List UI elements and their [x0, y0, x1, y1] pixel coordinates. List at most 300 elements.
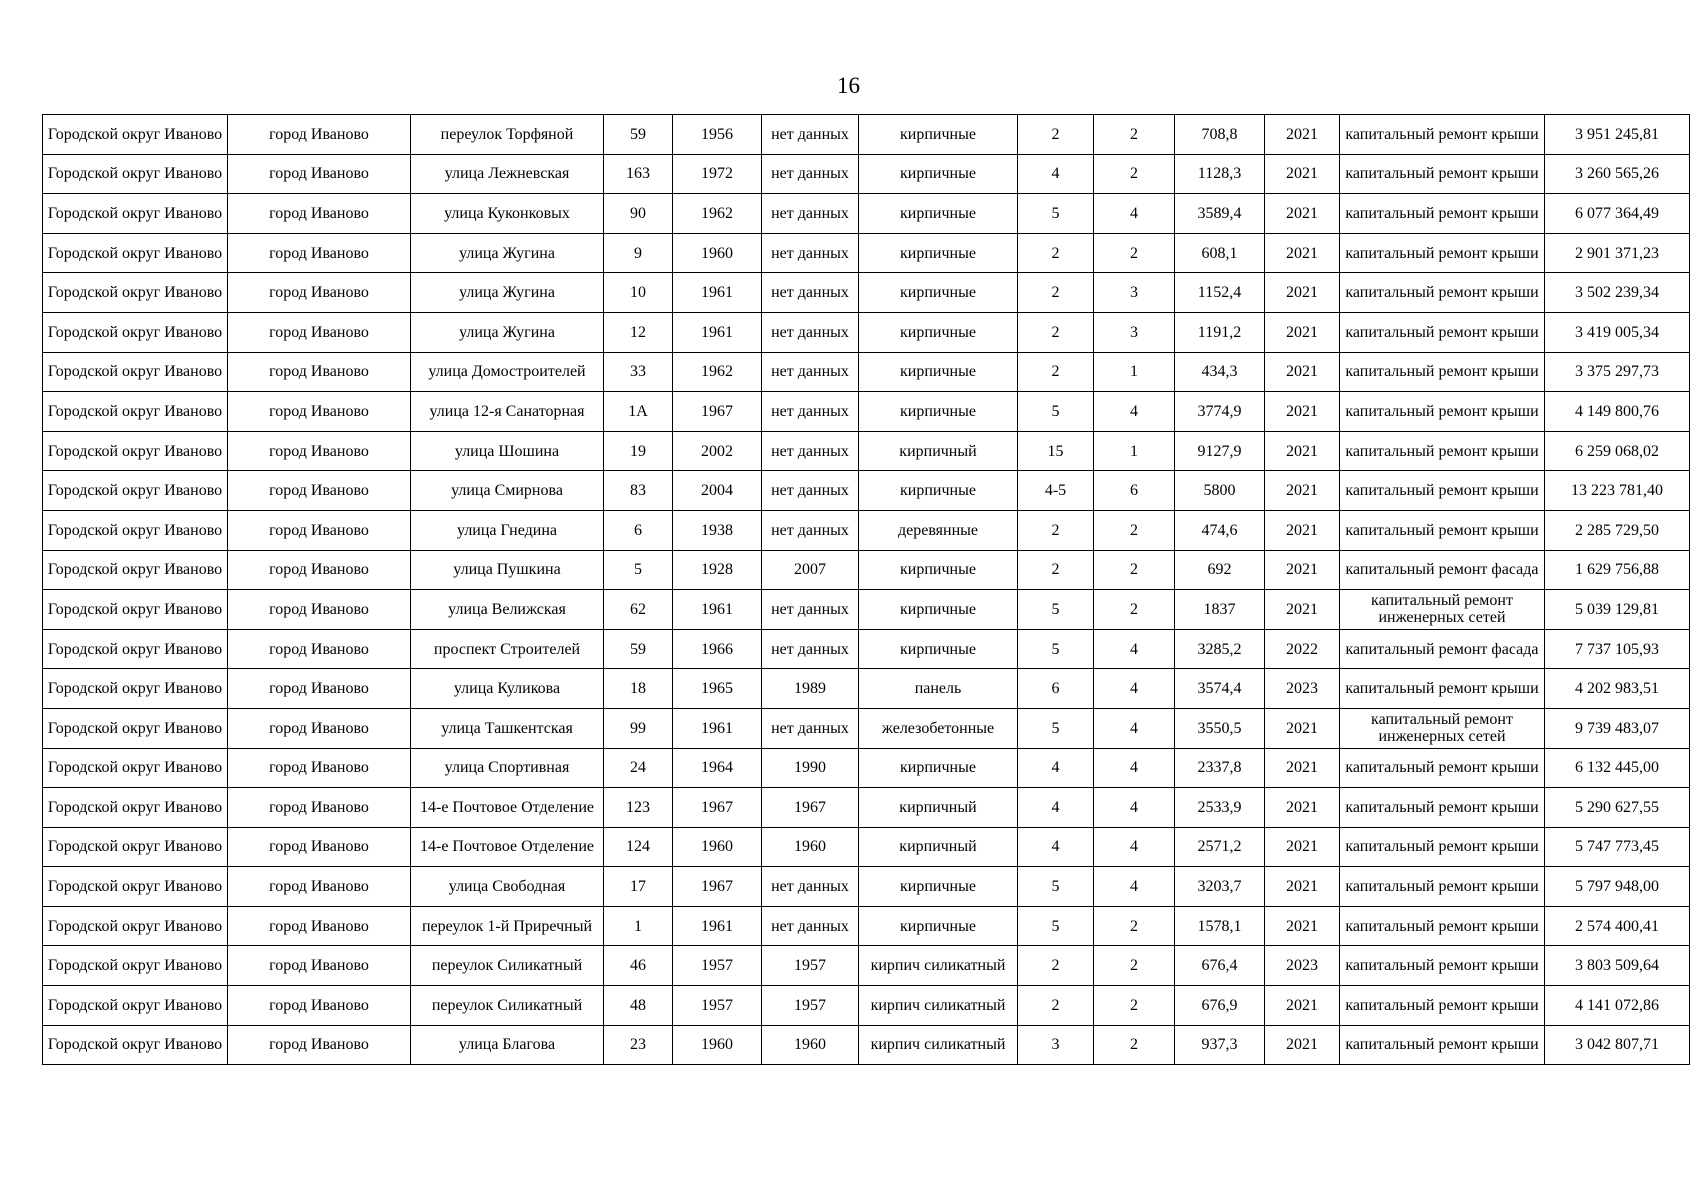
total-area-cell: 2571,2 — [1175, 827, 1265, 867]
planned-year-cell: 2021 — [1265, 590, 1340, 630]
total-area-cell: 3589,4 — [1175, 194, 1265, 234]
entrances-cell: 4 — [1094, 867, 1175, 907]
entrances-cell: 2 — [1094, 946, 1175, 986]
planned-year-cell: 2021 — [1265, 471, 1340, 511]
construction-year-cell: 2002 — [673, 431, 762, 471]
settlement-cell: город Иваново — [228, 748, 411, 788]
municipality-cell: Городской округ Иваново — [43, 154, 228, 194]
construction-year-cell: 1962 — [673, 194, 762, 234]
wall-material-cell: кирпичные — [859, 550, 1018, 590]
street-cell: улица Свободная — [411, 867, 604, 907]
entrances-cell: 3 — [1094, 273, 1175, 313]
floors-cell: 2 — [1018, 550, 1094, 590]
cost-cell: 4 149 800,76 — [1545, 392, 1690, 432]
cost-cell: 2 901 371,23 — [1545, 233, 1690, 273]
construction-year-cell: 1967 — [673, 867, 762, 907]
last-overhaul-year-cell: нет данных — [762, 510, 859, 550]
cost-cell: 5 747 773,45 — [1545, 827, 1690, 867]
entrances-cell: 2 — [1094, 550, 1175, 590]
construction-year-cell: 1960 — [673, 1025, 762, 1065]
entrances-cell: 4 — [1094, 392, 1175, 432]
settlement-cell: город Иваново — [228, 352, 411, 392]
work-type-cell: капитальный ремонт крыши — [1340, 867, 1545, 907]
wall-material-cell: железобетонные — [859, 708, 1018, 748]
municipality-cell: Городской округ Иваново — [43, 312, 228, 352]
last-overhaul-year-cell: нет данных — [762, 273, 859, 313]
construction-year-cell: 1957 — [673, 986, 762, 1026]
construction-year-cell: 1961 — [673, 708, 762, 748]
total-area-cell: 1128,3 — [1175, 154, 1265, 194]
house-number-cell: 62 — [604, 590, 673, 630]
settlement-cell: город Иваново — [228, 392, 411, 432]
work-type-cell: капитальный ремонт крыши — [1340, 392, 1545, 432]
house-number-cell: 10 — [604, 273, 673, 313]
wall-material-cell: кирпичные — [859, 273, 1018, 313]
floors-cell: 2 — [1018, 986, 1094, 1026]
municipality-cell: Городской округ Иваново — [43, 669, 228, 709]
planned-year-cell: 2021 — [1265, 312, 1340, 352]
municipality-cell: Городской округ Иваново — [43, 906, 228, 946]
floors-cell: 4 — [1018, 748, 1094, 788]
house-number-cell: 48 — [604, 986, 673, 1026]
last-overhaul-year-cell: нет данных — [762, 352, 859, 392]
last-overhaul-year-cell: нет данных — [762, 471, 859, 511]
planned-year-cell: 2021 — [1265, 550, 1340, 590]
municipality-cell: Городской округ Иваново — [43, 827, 228, 867]
construction-year-cell: 1960 — [673, 233, 762, 273]
wall-material-cell: кирпич силикатный — [859, 986, 1018, 1026]
work-type-cell: капитальный ремонт крыши — [1340, 352, 1545, 392]
construction-year-cell: 1928 — [673, 550, 762, 590]
wall-material-cell: кирпичный — [859, 827, 1018, 867]
total-area-cell: 3774,9 — [1175, 392, 1265, 432]
floors-cell: 5 — [1018, 194, 1094, 234]
last-overhaul-year-cell: нет данных — [762, 392, 859, 432]
house-number-cell: 163 — [604, 154, 673, 194]
planned-year-cell: 2021 — [1265, 233, 1340, 273]
work-type-cell: капитальный ремонт крыши — [1340, 946, 1545, 986]
work-type-cell: капитальный ремонт крыши — [1340, 115, 1545, 155]
total-area-cell: 3203,7 — [1175, 867, 1265, 907]
cost-cell: 3 260 565,26 — [1545, 154, 1690, 194]
cost-cell: 4 141 072,86 — [1545, 986, 1690, 1026]
planned-year-cell: 2021 — [1265, 748, 1340, 788]
work-type-cell: капитальный ремонт инженерных сетей — [1340, 708, 1545, 748]
floors-cell: 4 — [1018, 827, 1094, 867]
total-area-cell: 708,8 — [1175, 115, 1265, 155]
settlement-cell: город Иваново — [228, 946, 411, 986]
total-area-cell: 1152,4 — [1175, 273, 1265, 313]
planned-year-cell: 2021 — [1265, 827, 1340, 867]
cost-cell: 3 375 297,73 — [1545, 352, 1690, 392]
cost-cell: 5 290 627,55 — [1545, 788, 1690, 828]
total-area-cell: 692 — [1175, 550, 1265, 590]
last-overhaul-year-cell: нет данных — [762, 194, 859, 234]
total-area-cell: 2337,8 — [1175, 748, 1265, 788]
settlement-cell: город Иваново — [228, 788, 411, 828]
municipality-cell: Городской округ Иваново — [43, 550, 228, 590]
entrances-cell: 1 — [1094, 431, 1175, 471]
last-overhaul-year-cell: 2007 — [762, 550, 859, 590]
work-type-cell: капитальный ремонт крыши — [1340, 788, 1545, 828]
settlement-cell: город Иваново — [228, 986, 411, 1026]
floors-cell: 4 — [1018, 154, 1094, 194]
cost-cell: 4 202 983,51 — [1545, 669, 1690, 709]
last-overhaul-year-cell: 1989 — [762, 669, 859, 709]
construction-year-cell: 2004 — [673, 471, 762, 511]
street-cell: улица Ташкентская — [411, 708, 604, 748]
table-row — [43, 629, 1690, 669]
entrances-cell: 4 — [1094, 669, 1175, 709]
municipality-cell: Городской округ Иваново — [43, 431, 228, 471]
municipality-cell: Городской округ Иваново — [43, 590, 228, 630]
cost-cell: 2 574 400,41 — [1545, 906, 1690, 946]
settlement-cell: город Иваново — [228, 550, 411, 590]
house-number-cell: 83 — [604, 471, 673, 511]
street-cell: улица Пушкина — [411, 550, 604, 590]
table-row — [43, 115, 1690, 155]
total-area-cell: 676,9 — [1175, 986, 1265, 1026]
construction-year-cell: 1957 — [673, 946, 762, 986]
wall-material-cell: кирпичные — [859, 233, 1018, 273]
municipality-cell: Городской округ Иваново — [43, 629, 228, 669]
municipality-cell: Городской округ Иваново — [43, 392, 228, 432]
cost-cell: 5 797 948,00 — [1545, 867, 1690, 907]
cost-cell: 3 419 005,34 — [1545, 312, 1690, 352]
house-number-cell: 90 — [604, 194, 673, 234]
street-cell: улица Лежневская — [411, 154, 604, 194]
wall-material-cell: кирпич силикатный — [859, 946, 1018, 986]
floors-cell: 5 — [1018, 392, 1094, 432]
table-row — [43, 1025, 1690, 1065]
street-cell: улица Смирнова — [411, 471, 604, 511]
settlement-cell: город Иваново — [228, 431, 411, 471]
work-type-cell: капитальный ремонт крыши — [1340, 748, 1545, 788]
table-row — [43, 510, 1690, 550]
planned-year-cell: 2021 — [1265, 906, 1340, 946]
floors-cell: 2 — [1018, 115, 1094, 155]
cost-cell: 9 739 483,07 — [1545, 708, 1690, 748]
house-number-cell: 17 — [604, 867, 673, 907]
floors-cell: 5 — [1018, 708, 1094, 748]
last-overhaul-year-cell: нет данных — [762, 233, 859, 273]
settlement-cell: город Иваново — [228, 194, 411, 234]
construction-year-cell: 1938 — [673, 510, 762, 550]
street-cell: переулок Торфяной — [411, 115, 604, 155]
house-number-cell: 5 — [604, 550, 673, 590]
settlement-cell: город Иваново — [228, 629, 411, 669]
street-cell: улица Домостроителей — [411, 352, 604, 392]
last-overhaul-year-cell: нет данных — [762, 312, 859, 352]
settlement-cell: город Иваново — [228, 669, 411, 709]
cost-cell: 1 629 756,88 — [1545, 550, 1690, 590]
entrances-cell: 3 — [1094, 312, 1175, 352]
last-overhaul-year-cell: нет данных — [762, 629, 859, 669]
cost-cell: 6 259 068,02 — [1545, 431, 1690, 471]
cost-cell: 3 042 807,71 — [1545, 1025, 1690, 1065]
wall-material-cell: кирпичные — [859, 312, 1018, 352]
municipality-cell: Городской округ Иваново — [43, 352, 228, 392]
work-type-cell: капитальный ремонт крыши — [1340, 233, 1545, 273]
municipality-cell: Городской округ Иваново — [43, 471, 228, 511]
house-number-cell: 24 — [604, 748, 673, 788]
municipality-cell: Городской округ Иваново — [43, 788, 228, 828]
cost-cell: 3 951 245,81 — [1545, 115, 1690, 155]
total-area-cell: 9127,9 — [1175, 431, 1265, 471]
house-number-cell: 6 — [604, 510, 673, 550]
total-area-cell: 1191,2 — [1175, 312, 1265, 352]
wall-material-cell: кирпич силикатный — [859, 1025, 1018, 1065]
wall-material-cell: кирпичные — [859, 154, 1018, 194]
cost-cell: 2 285 729,50 — [1545, 510, 1690, 550]
wall-material-cell: кирпичные — [859, 392, 1018, 432]
table-row — [43, 788, 1690, 828]
total-area-cell: 5800 — [1175, 471, 1265, 511]
last-overhaul-year-cell: 1960 — [762, 827, 859, 867]
work-type-cell: капитальный ремонт крыши — [1340, 669, 1545, 709]
floors-cell: 2 — [1018, 233, 1094, 273]
construction-year-cell: 1961 — [673, 273, 762, 313]
work-type-cell: капитальный ремонт крыши — [1340, 906, 1545, 946]
last-overhaul-year-cell: 1957 — [762, 946, 859, 986]
municipality-cell: Городской округ Иваново — [43, 194, 228, 234]
work-type-cell: капитальный ремонт крыши — [1340, 431, 1545, 471]
planned-year-cell: 2021 — [1265, 510, 1340, 550]
construction-year-cell: 1967 — [673, 788, 762, 828]
total-area-cell: 1837 — [1175, 590, 1265, 630]
work-type-cell: капитальный ремонт крыши — [1340, 1025, 1545, 1065]
work-type-cell: капитальный ремонт инженерных сетей — [1340, 590, 1545, 630]
street-cell: переулок Силикатный — [411, 986, 604, 1026]
entrances-cell: 4 — [1094, 194, 1175, 234]
floors-cell: 2 — [1018, 352, 1094, 392]
work-type-cell: капитальный ремонт фасада — [1340, 550, 1545, 590]
construction-year-cell: 1962 — [673, 352, 762, 392]
house-number-cell: 9 — [604, 233, 673, 273]
house-number-cell: 99 — [604, 708, 673, 748]
wall-material-cell: кирпичные — [859, 590, 1018, 630]
floors-cell: 2 — [1018, 312, 1094, 352]
street-cell: улица Гнедина — [411, 510, 604, 550]
planned-year-cell: 2021 — [1265, 867, 1340, 907]
entrances-cell: 2 — [1094, 1025, 1175, 1065]
settlement-cell: город Иваново — [228, 510, 411, 550]
municipality-cell: Городской округ Иваново — [43, 273, 228, 313]
planned-year-cell: 2021 — [1265, 154, 1340, 194]
cost-cell: 6 077 364,49 — [1545, 194, 1690, 234]
street-cell: улица Жугина — [411, 273, 604, 313]
construction-year-cell: 1967 — [673, 392, 762, 432]
total-area-cell: 474,6 — [1175, 510, 1265, 550]
municipality-cell: Городской округ Иваново — [43, 708, 228, 748]
page-number: 16 — [837, 73, 860, 98]
last-overhaul-year-cell: 1967 — [762, 788, 859, 828]
street-cell: проспект Строителей — [411, 629, 604, 669]
wall-material-cell: кирпичный — [859, 788, 1018, 828]
floors-cell: 6 — [1018, 669, 1094, 709]
construction-year-cell: 1960 — [673, 827, 762, 867]
table-body — [43, 115, 1690, 1065]
house-number-cell: 19 — [604, 431, 673, 471]
table-row — [43, 233, 1690, 273]
table-row — [43, 986, 1690, 1026]
settlement-cell: город Иваново — [228, 471, 411, 511]
entrances-cell: 2 — [1094, 510, 1175, 550]
cost-cell: 3 803 509,64 — [1545, 946, 1690, 986]
cost-cell: 5 039 129,81 — [1545, 590, 1690, 630]
entrances-cell: 1 — [1094, 352, 1175, 392]
construction-year-cell: 1961 — [673, 312, 762, 352]
table-row — [43, 708, 1690, 748]
planned-year-cell: 2021 — [1265, 392, 1340, 432]
street-cell: улица Куконковых — [411, 194, 604, 234]
municipality-cell: Городской округ Иваново — [43, 748, 228, 788]
work-type-cell: капитальный ремонт крыши — [1340, 510, 1545, 550]
construction-year-cell: 1965 — [673, 669, 762, 709]
entrances-cell: 2 — [1094, 233, 1175, 273]
last-overhaul-year-cell: нет данных — [762, 115, 859, 155]
street-cell: улица Спортивная — [411, 748, 604, 788]
total-area-cell: 608,1 — [1175, 233, 1265, 273]
street-cell: улица Благова — [411, 1025, 604, 1065]
work-type-cell: капитальный ремонт крыши — [1340, 273, 1545, 313]
street-cell: улица Шошина — [411, 431, 604, 471]
construction-year-cell: 1956 — [673, 115, 762, 155]
settlement-cell: город Иваново — [228, 867, 411, 907]
wall-material-cell: кирпичные — [859, 471, 1018, 511]
planned-year-cell: 2022 — [1265, 629, 1340, 669]
construction-year-cell: 1961 — [673, 906, 762, 946]
floors-cell: 2 — [1018, 946, 1094, 986]
entrances-cell: 2 — [1094, 115, 1175, 155]
table-row — [43, 194, 1690, 234]
wall-material-cell: кирпичные — [859, 352, 1018, 392]
work-type-cell: капитальный ремонт крыши — [1340, 154, 1545, 194]
planned-year-cell: 2023 — [1265, 669, 1340, 709]
house-number-cell: 12 — [604, 312, 673, 352]
table-row — [43, 906, 1690, 946]
floors-cell: 5 — [1018, 590, 1094, 630]
work-type-cell: капитальный ремонт крыши — [1340, 194, 1545, 234]
entrances-cell: 2 — [1094, 906, 1175, 946]
work-type-cell: капитальный ремонт крыши — [1340, 827, 1545, 867]
total-area-cell: 2533,9 — [1175, 788, 1265, 828]
street-cell: улица Жугина — [411, 233, 604, 273]
work-type-cell: капитальный ремонт крыши — [1340, 471, 1545, 511]
table-row — [43, 273, 1690, 313]
entrances-cell: 2 — [1094, 986, 1175, 1026]
floors-cell: 4 — [1018, 788, 1094, 828]
planned-year-cell: 2021 — [1265, 273, 1340, 313]
house-number-cell: 123 — [604, 788, 673, 828]
settlement-cell: город Иваново — [228, 233, 411, 273]
table-row — [43, 669, 1690, 709]
entrances-cell: 4 — [1094, 708, 1175, 748]
street-cell: 14-е Почтовое Отделение — [411, 788, 604, 828]
settlement-cell: город Иваново — [228, 273, 411, 313]
cost-cell: 6 132 445,00 — [1545, 748, 1690, 788]
street-cell: переулок 1-й Приречный — [411, 906, 604, 946]
entrances-cell: 4 — [1094, 748, 1175, 788]
construction-year-cell: 1964 — [673, 748, 762, 788]
last-overhaul-year-cell: нет данных — [762, 590, 859, 630]
municipality-cell: Городской округ Иваново — [43, 946, 228, 986]
municipality-cell: Городской округ Иваново — [43, 867, 228, 907]
table-row — [43, 827, 1690, 867]
total-area-cell: 3550,5 — [1175, 708, 1265, 748]
cost-cell: 13 223 781,40 — [1545, 471, 1690, 511]
total-area-cell: 676,4 — [1175, 946, 1265, 986]
street-cell: улица Велижская — [411, 590, 604, 630]
last-overhaul-year-cell: 1960 — [762, 1025, 859, 1065]
house-number-cell: 46 — [604, 946, 673, 986]
entrances-cell: 4 — [1094, 629, 1175, 669]
cost-cell: 3 502 239,34 — [1545, 273, 1690, 313]
street-cell: улица Куликова — [411, 669, 604, 709]
table-row — [43, 867, 1690, 907]
construction-year-cell: 1972 — [673, 154, 762, 194]
house-number-cell: 1А — [604, 392, 673, 432]
planned-year-cell: 2021 — [1265, 986, 1340, 1026]
floors-cell: 5 — [1018, 629, 1094, 669]
floors-cell: 4-5 — [1018, 471, 1094, 511]
floors-cell: 5 — [1018, 906, 1094, 946]
last-overhaul-year-cell: 1990 — [762, 748, 859, 788]
street-cell: переулок Силикатный — [411, 946, 604, 986]
settlement-cell: город Иваново — [228, 827, 411, 867]
wall-material-cell: кирпичные — [859, 906, 1018, 946]
total-area-cell: 3285,2 — [1175, 629, 1265, 669]
municipality-cell: Городской округ Иваново — [43, 115, 228, 155]
floors-cell: 2 — [1018, 510, 1094, 550]
table-row — [43, 392, 1690, 432]
last-overhaul-year-cell: нет данных — [762, 867, 859, 907]
house-number-cell: 59 — [604, 629, 673, 669]
wall-material-cell: кирпичные — [859, 748, 1018, 788]
table-row — [43, 471, 1690, 511]
floors-cell: 15 — [1018, 431, 1094, 471]
wall-material-cell: панель — [859, 669, 1018, 709]
settlement-cell: город Иваново — [228, 115, 411, 155]
table-row — [43, 590, 1690, 630]
municipality-cell: Городской округ Иваново — [43, 233, 228, 273]
table-row — [43, 154, 1690, 194]
settlement-cell: город Иваново — [228, 312, 411, 352]
entrances-cell: 4 — [1094, 827, 1175, 867]
wall-material-cell: кирпичные — [859, 115, 1018, 155]
settlement-cell: город Иваново — [228, 590, 411, 630]
work-type-cell: капитальный ремонт фасада — [1340, 629, 1545, 669]
settlement-cell: город Иваново — [228, 708, 411, 748]
table-row — [43, 946, 1690, 986]
house-number-cell: 33 — [604, 352, 673, 392]
wall-material-cell: кирпичные — [859, 867, 1018, 907]
table-row — [43, 550, 1690, 590]
house-number-cell: 124 — [604, 827, 673, 867]
settlement-cell: город Иваново — [228, 1025, 411, 1065]
cost-cell: 7 737 105,93 — [1545, 629, 1690, 669]
floors-cell: 2 — [1018, 273, 1094, 313]
total-area-cell: 3574,4 — [1175, 669, 1265, 709]
last-overhaul-year-cell: 1957 — [762, 986, 859, 1026]
street-cell: 14-е Почтовое Отделение — [411, 827, 604, 867]
table-row — [43, 312, 1690, 352]
settlement-cell: город Иваново — [228, 154, 411, 194]
planned-year-cell: 2021 — [1265, 431, 1340, 471]
total-area-cell: 434,3 — [1175, 352, 1265, 392]
last-overhaul-year-cell: нет данных — [762, 708, 859, 748]
work-type-cell: капитальный ремонт крыши — [1340, 986, 1545, 1026]
